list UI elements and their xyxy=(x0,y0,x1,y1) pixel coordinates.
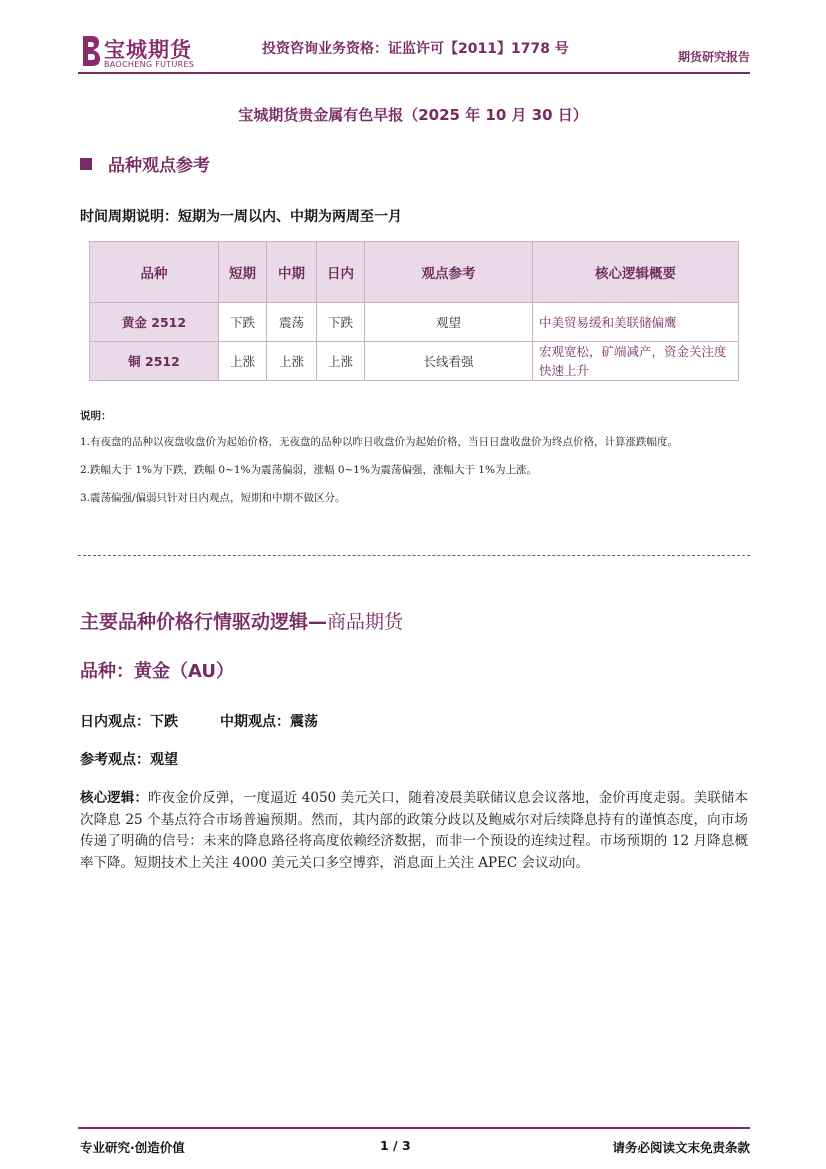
cell-short: 下跌 xyxy=(219,303,267,342)
license-text: 投资咨询业务资格：证监许可【2011】1778 号 xyxy=(262,41,569,57)
cell-variety: 铜 2512 xyxy=(90,342,219,381)
note-item: 2.跌幅大于 1%为下跌，跌幅 0~1%为震荡偏弱，涨幅 0~1%为震荡偏强，涨幅大于 1%为上涨。 xyxy=(80,464,537,476)
variety-heading: 品种：黄金（AU） xyxy=(80,661,234,682)
table-row xyxy=(90,342,739,381)
logo-text-en: BAOCHENG FUTURES xyxy=(104,60,195,69)
views-table xyxy=(89,241,739,381)
cell-intraday: 上涨 xyxy=(317,342,365,381)
cell-mid: 震荡 xyxy=(267,303,317,342)
table-row xyxy=(90,303,739,342)
footer-divider xyxy=(78,1127,750,1129)
header-divider xyxy=(78,72,750,74)
cell-view: 观望 xyxy=(365,303,533,342)
notes-block xyxy=(80,408,760,518)
reference-view: 参考观点：观望 xyxy=(80,752,178,768)
cell-short: 上涨 xyxy=(219,342,267,381)
company-logo xyxy=(80,34,210,74)
drivers-title-sub: 商品期货 xyxy=(327,611,404,633)
core-logic-text: 昨夜金价反弹，一度逼近 4050 美元关口，随着凌晨美联储议息会议落地，金价再度走弱。美联储本次降息 25 个基点符合市场普遍预期。然而，其内部的政策分歧以及鲍威尔对后续降息持有的谨慎态度，向市场传递了明确的信号：未来的降息路径将高度依赖经济数据，而非一个预设的连续过程。市场预期的 12 月降息概率下降。短期技术上关注 4000 美元关口多空博弈，消息面上关注 APEC 会议动向。 xyxy=(80,790,748,871)
note-item: 3.震荡偏强/偏弱只针对日内观点，短期和中期不做区分。 xyxy=(80,492,346,504)
cell-logic: 中美贸易缓和美联储偏鹰 xyxy=(533,303,739,342)
intraday-view: 日内观点：下跌 xyxy=(80,714,178,730)
drivers-title-main: 主要品种价格行情驱动逻辑— xyxy=(80,611,328,633)
cell-mid: 上涨 xyxy=(267,342,317,381)
footer-slogan: 专业研究·创造价值 xyxy=(80,1140,185,1155)
cell-logic: 宏观宽松，矿端减产，资金关注度快速上升 xyxy=(533,342,739,381)
note-item: 1.有夜盘的品种以夜盘收盘价为起始价格，无夜盘的品种以昨日收盘价为起始价格，当日日盘收盘价为终点价格，计算涨跌幅度。 xyxy=(80,436,679,448)
col-header-intraday: 日内 xyxy=(317,242,365,303)
square-bullet-icon xyxy=(80,158,92,170)
footer-disclaimer-note: 请务必阅读文末免责条款 xyxy=(612,1140,750,1155)
logo-mark-icon xyxy=(80,34,102,68)
report-type: 期货研究报告 xyxy=(677,50,750,64)
period-note: 时间周期说明：短期为一周以内、中期为两周至一月 xyxy=(80,209,402,225)
cell-variety: 黄金 2512 xyxy=(90,303,219,342)
section-heading-text: 品种观点参考 xyxy=(108,156,210,176)
mid-view: 中期观点：震荡 xyxy=(220,714,318,730)
logo-text-cn: 宝城期货 xyxy=(104,37,192,62)
section-heading xyxy=(80,151,210,176)
col-header-logic: 核心逻辑概要 xyxy=(533,242,739,303)
table-header-row xyxy=(90,242,739,303)
cell-view: 长线看强 xyxy=(365,342,533,381)
col-header-short: 短期 xyxy=(219,242,267,303)
document-title: 宝城期货贵金属有色早报（2025 年 10 月 30 日） xyxy=(238,106,588,124)
col-header-mid: 中期 xyxy=(267,242,317,303)
view-line xyxy=(80,711,318,731)
notes-heading: 说明： xyxy=(80,410,112,422)
col-header-view: 观点参考 xyxy=(365,242,533,303)
cell-intraday: 下跌 xyxy=(317,303,365,342)
core-logic-label: 核心逻辑： xyxy=(80,790,148,806)
page-number: 1 / 3 xyxy=(380,1138,411,1153)
dashed-divider xyxy=(78,555,750,556)
core-logic-paragraph xyxy=(80,788,748,874)
col-header-variety: 品种 xyxy=(90,242,219,303)
drivers-title xyxy=(80,607,403,634)
